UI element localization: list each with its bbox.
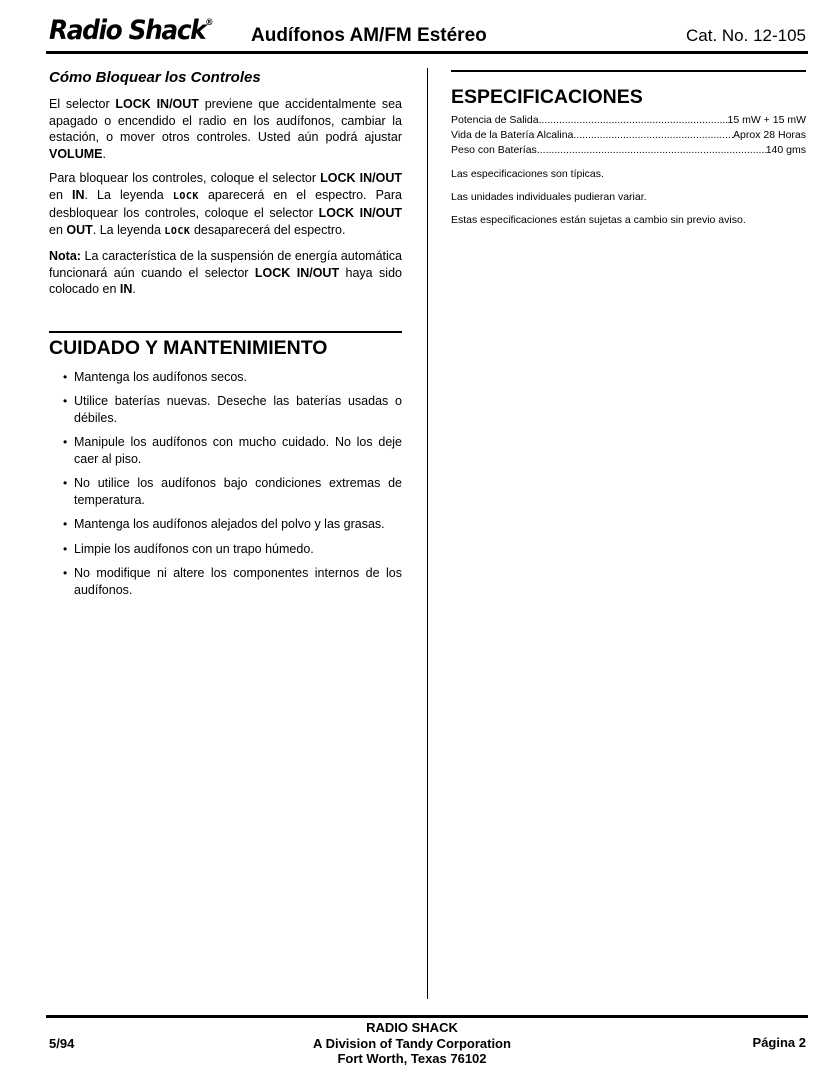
- care-list: [49, 369, 402, 599]
- document-title: Audífonos AM/FM Estéreo: [251, 25, 487, 46]
- bullet-icon: •: [63, 394, 68, 408]
- text-run: desaparecerá del espectro.: [190, 222, 346, 237]
- spec-label: Potencia de Salida: [451, 114, 539, 126]
- text-run: . La leyenda: [92, 222, 165, 237]
- text-run: .: [102, 146, 106, 161]
- lcd-legend: LOCK: [164, 225, 191, 237]
- specs-section-heading: ESPECIFICACIONES: [451, 86, 643, 108]
- text-run: .: [132, 282, 136, 296]
- company-address: Fort Worth, Texas 76102: [337, 1051, 487, 1066]
- header-rule: [46, 51, 808, 54]
- keyword: IN: [119, 282, 133, 296]
- lock-section-heading: Cómo Bloquear los Controles: [49, 69, 261, 86]
- list-item-text: No modifique ni altere los componentes internos de los audífonos.: [74, 566, 402, 597]
- note-label: Nota:: [49, 249, 81, 263]
- leader-dots: [539, 113, 728, 128]
- spec-row: [451, 143, 806, 158]
- list-item-text: Utilice baterías nuevas. Deseche las baterías usadas o débiles.: [74, 394, 402, 425]
- spec-row: [451, 128, 806, 143]
- list-item: [49, 475, 402, 508]
- list-item: [49, 541, 402, 558]
- spec-value: 140 gms: [765, 144, 806, 156]
- leader-dots: [537, 143, 766, 158]
- column-divider: [427, 68, 428, 999]
- text-run: en: [49, 187, 72, 202]
- spec-label: Peso con Baterías: [451, 144, 537, 156]
- text-run: La característica de la suspensión de energía automática funcionará aún cuando el selector: [49, 249, 402, 280]
- list-item-text: Manipule los audífonos con mucho cuidado. No los deje caer al piso.: [74, 435, 402, 466]
- spec-note: Estas especificaciones están sujetas a cambio sin previo aviso.: [451, 214, 746, 226]
- footer-company: [262, 1020, 562, 1067]
- lock-note: [49, 248, 402, 298]
- bullet-icon: •: [63, 541, 68, 556]
- spec-value: Aprox 28 Horas: [733, 129, 806, 141]
- text-run: en: [49, 222, 67, 237]
- catalog-number: Cat. No. 12-105: [685, 26, 806, 45]
- company-name: RADIO SHACK: [366, 1020, 458, 1035]
- bullet-icon: •: [63, 566, 68, 580]
- text-run: Para bloquear los controles, coloque el selector: [49, 171, 321, 185]
- list-item-text: Mantenga los audífonos secos.: [74, 369, 248, 384]
- footer-rule: [46, 1015, 808, 1018]
- lock-paragraph-1: [49, 96, 402, 162]
- list-item: [49, 516, 402, 533]
- spec-label: Vida de la Batería Alcalina: [451, 129, 574, 141]
- keyword: LOCK IN/OUT: [115, 97, 199, 111]
- text-run: aparecerá en el espectro. Para desbloquear los controles, coloque el selector: [49, 187, 402, 220]
- bullet-icon: •: [63, 369, 68, 384]
- lcd-legend: LOCK: [172, 190, 199, 202]
- list-item: [49, 369, 402, 386]
- list-item: [49, 393, 402, 426]
- specs-section-rule: [451, 70, 806, 72]
- bullet-icon: •: [63, 476, 68, 490]
- specs-table: [451, 113, 806, 158]
- list-item-text: No utilice los audífonos bajo condiciones extremas de temperatura.: [74, 476, 402, 507]
- lock-paragraph-2: [49, 170, 402, 240]
- leader-dots: [573, 128, 733, 143]
- text-run: . La leyenda: [84, 187, 173, 202]
- bullet-icon: •: [63, 435, 68, 449]
- text-run: haya sido colocado en: [49, 265, 402, 296]
- company-division: A Division of Tandy Corporation: [313, 1035, 511, 1051]
- list-item: [49, 565, 402, 598]
- care-section-rule: [49, 331, 402, 333]
- keyword: LOCK IN/OUT: [254, 265, 340, 280]
- spec-value: 15 mW + 15 mW: [727, 114, 806, 126]
- keyword: OUT: [66, 222, 93, 237]
- text-run: El selector: [49, 97, 116, 111]
- left-column: [49, 68, 402, 606]
- care-section-heading: CUIDADO Y MANTENIMIENTO: [49, 336, 328, 359]
- brand-name: Radio Shack: [49, 15, 206, 46]
- radio-shack-logo: [49, 11, 212, 47]
- keyword: LOCK IN/OUT: [318, 206, 402, 220]
- footer-date: 5/94: [49, 1036, 75, 1051]
- right-column: [451, 70, 806, 236]
- spec-note: Las especificaciones son típicas.: [451, 168, 604, 180]
- keyword: LOCK IN/OUT: [320, 171, 402, 185]
- spec-note: Las unidades individuales pudieran variar.: [451, 191, 647, 203]
- bullet-icon: •: [63, 517, 68, 531]
- spec-row: [451, 113, 806, 128]
- page-number: Página 2: [752, 1035, 806, 1050]
- list-item: [49, 434, 402, 467]
- text-run: previene que accidentalmente sea apagado o encendido el radio en los audífonos, cambiar la estación, o mover otros controles. Usted aún podrá ajustar: [49, 97, 402, 144]
- list-item-text: Mantenga los audífonos alejados del polvo y las grasas.: [74, 517, 385, 531]
- registered-mark: ®: [205, 18, 213, 28]
- list-item-text: Limpie los audífonos con un trapo húmedo.: [74, 541, 314, 556]
- keyword: VOLUME: [49, 146, 103, 161]
- keyword: IN: [71, 187, 85, 202]
